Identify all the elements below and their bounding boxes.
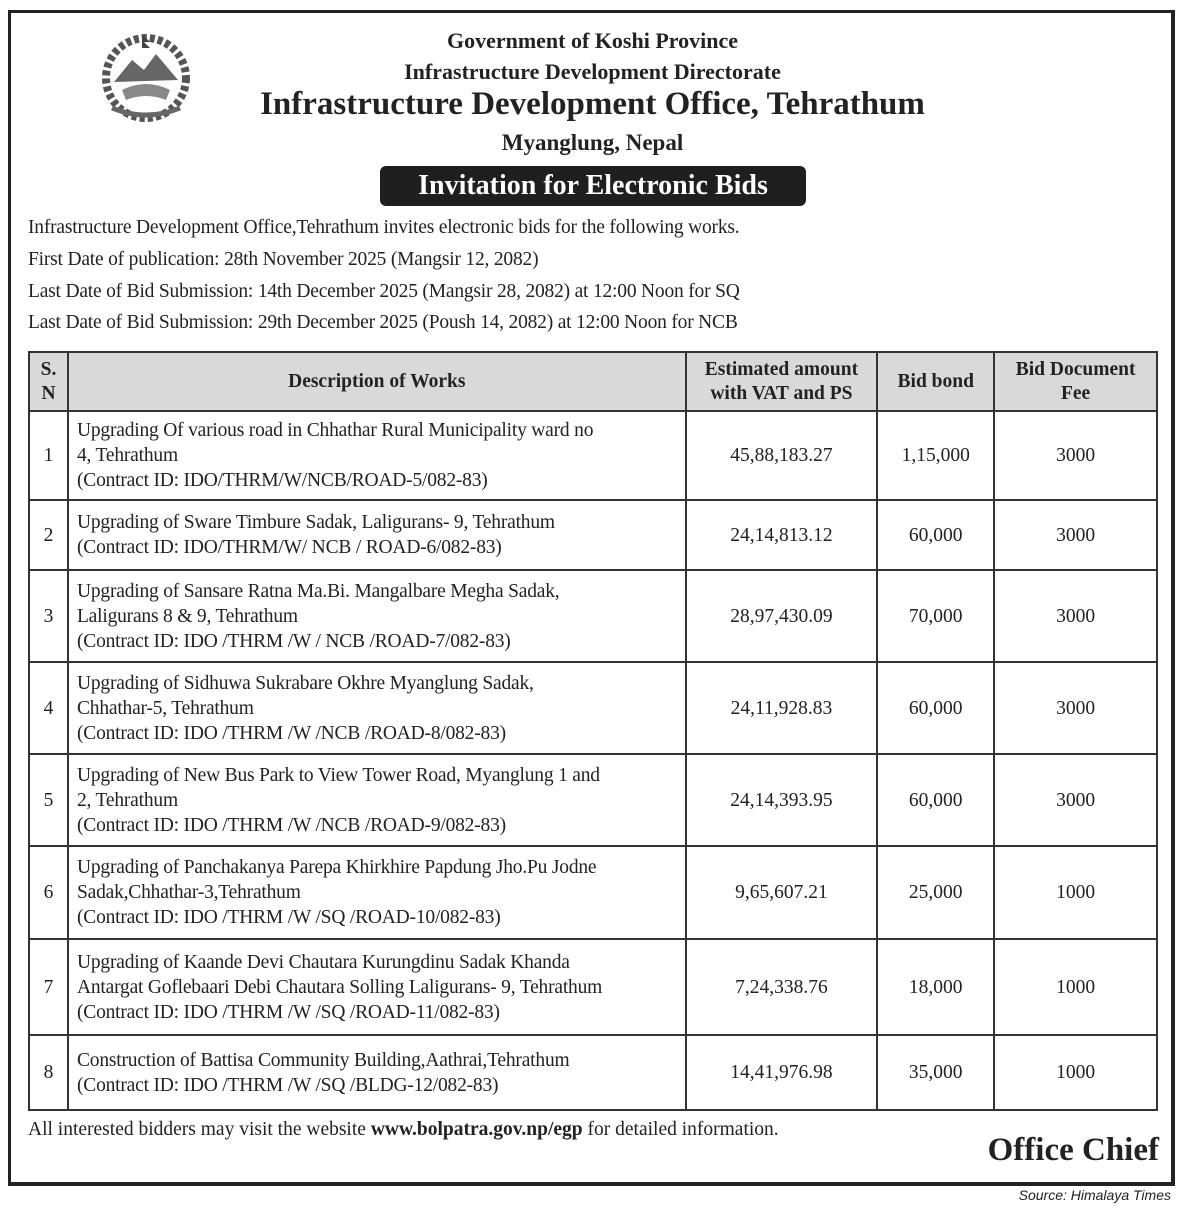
- cell-document-fee: 3000: [994, 662, 1157, 754]
- table-row: [29, 1035, 1157, 1110]
- works-table: [28, 351, 1158, 1111]
- cell-estimated-amount: 7,24,338.76: [686, 939, 878, 1035]
- cell-description: [68, 411, 686, 500]
- cell-description: [68, 1035, 686, 1110]
- description-line: Construction of Battisa Community Building,Aathrai,Tehrathum: [76, 1049, 570, 1071]
- cell-bid-bond: 35,000: [877, 1035, 994, 1110]
- cell-document-fee: 1000: [994, 1035, 1157, 1110]
- table-row: [29, 754, 1157, 846]
- cell-estimated-amount: 24,14,813.12: [686, 500, 878, 570]
- table-row: [29, 846, 1157, 939]
- nepal-emblem-icon: [92, 30, 200, 122]
- description-line: Upgrading of Kaande Devi Chautara Kurungdinu Sadak Khanda: [76, 951, 570, 973]
- cell-description: [68, 570, 686, 662]
- cell-document-fee: 3000: [994, 411, 1157, 500]
- cell-description: [68, 754, 686, 846]
- notice-title: Invitation for Electronic Bids: [380, 166, 806, 206]
- cell-sn: 5: [29, 754, 68, 846]
- description-line: (Contract ID: IDO /THRM /W / NCB /ROAD-7/082-83): [76, 630, 511, 652]
- description-line: (Contract ID: IDO /THRM /W /NCB /ROAD-9/082-83): [76, 814, 506, 836]
- description-line: Upgrading of Sware Timbure Sadak, Laligurans- 9, Tehrathum: [76, 512, 555, 533]
- cell-sn: 3: [29, 570, 68, 662]
- cell-bid-bond: 60,000: [877, 662, 994, 754]
- cell-sn: 1: [29, 411, 68, 500]
- table-row: [29, 570, 1157, 662]
- table-row: [29, 939, 1157, 1035]
- table-row: [29, 662, 1157, 754]
- government-name: Government of Koshi Province: [446, 28, 739, 53]
- cell-document-fee: 1000: [994, 939, 1157, 1035]
- cell-document-fee: 3000: [994, 754, 1157, 846]
- cell-estimated-amount: 28,97,430.09: [686, 570, 878, 662]
- description-line: Upgrading of Sidhuwa Sukrabare Okhre Myanglung Sadak,: [76, 672, 534, 694]
- source-credit: Source: Himalaya Times: [1018, 1187, 1171, 1203]
- cell-description: [68, 662, 686, 754]
- intro-text: Infrastructure Development Office,Tehrathum invites electronic bids for the following works.: [28, 217, 740, 238]
- sq-deadline: Last Date of Bid Submission: 14th December 2025 (Mangsir 28, 2082) at 12:00 Noon for SQ: [28, 281, 740, 302]
- description-line: Upgrading of Sansare Ratna Ma.Bi. Mangalbare Megha Sadak,: [76, 580, 560, 602]
- cell-document-fee: 1000: [994, 846, 1157, 939]
- description-line: (Contract ID: IDO /THRM /W /SQ /ROAD-11/082-83): [76, 1001, 500, 1023]
- description-line: (Contract ID: IDO /THRM /W /SQ /BLDG-12/082-83): [76, 1074, 499, 1096]
- bolpatra-link[interactable]: www.bolpatra.gov.np/egp: [370, 1119, 583, 1140]
- cell-document-fee: 3000: [994, 500, 1157, 570]
- description-line: Chhathar-5, Tehrathum: [76, 697, 254, 719]
- header-estimated: Estimated amount with VAT and PS: [686, 352, 878, 411]
- description-line: Upgrading Of various road in Chhathar Rural Municipality ward no: [76, 420, 594, 441]
- cell-sn: 8: [29, 1035, 68, 1110]
- cell-bid-bond: 60,000: [877, 500, 994, 570]
- footer-post: for detailed information.: [582, 1119, 779, 1140]
- header-description: Description of Works: [68, 352, 686, 411]
- cell-estimated-amount: 24,14,393.95: [686, 754, 878, 846]
- table-row: [29, 500, 1157, 570]
- cell-sn: 2: [29, 500, 68, 570]
- description-line: (Contract ID: IDO/THRM/W/ NCB / ROAD-6/082-83): [76, 537, 502, 558]
- cell-sn: 6: [29, 846, 68, 939]
- header-fee: Bid Document Fee: [994, 352, 1157, 411]
- description-line: Laligurans 8 & 9, Tehrathum: [76, 605, 298, 627]
- directorate-name: Infrastructure Development Directorate: [404, 59, 781, 84]
- table-row: [29, 411, 1157, 500]
- signature-office-chief: Office Chief: [987, 1132, 1159, 1168]
- cell-estimated-amount: 45,88,183.27: [686, 411, 878, 500]
- cell-estimated-amount: 9,65,607.21: [686, 846, 878, 939]
- footer-note: [28, 1119, 779, 1141]
- cell-estimated-amount: 14,41,976.98: [686, 1035, 878, 1110]
- description-line: (Contract ID: IDO/THRM/W/NCB/ROAD-5/082-83): [76, 470, 488, 491]
- cell-bid-bond: 1,15,000: [877, 411, 994, 500]
- cell-sn: 4: [29, 662, 68, 754]
- description-line: Sadak,Chhathar-3,Tehrathum: [76, 882, 301, 903]
- cell-estimated-amount: 24,11,928.83: [686, 662, 878, 754]
- description-line: (Contract ID: IDO /THRM /W /SQ /ROAD-10/082-83): [76, 907, 501, 928]
- description-line: Antargat Goflebaari Debi Chautara Solling Laligurans- 9, Tehrathum: [76, 976, 603, 998]
- description-line: Upgrading of New Bus Park to View Tower Road, Myanglung 1 and: [76, 764, 600, 786]
- ncb-deadline: Last Date of Bid Submission: 29th December 2025 (Poush 14, 2082) at 12:00 Noon for NCB: [28, 312, 738, 333]
- cell-bid-bond: 25,000: [877, 846, 994, 939]
- description-line: (Contract ID: IDO /THRM /W /NCB /ROAD-8/082-83): [76, 722, 506, 744]
- header-sn: S. N: [29, 352, 68, 411]
- table-header: [29, 352, 1157, 411]
- cell-bid-bond: 60,000: [877, 754, 994, 846]
- cell-description: [68, 939, 686, 1035]
- publication-date: First Date of publication: 28th November 2025 (Mangsir 12, 2082): [28, 249, 539, 270]
- cell-description: [68, 846, 686, 939]
- cell-description: [68, 500, 686, 570]
- description-line: 2, Tehrathum: [76, 789, 178, 811]
- cell-document-fee: 3000: [994, 570, 1157, 662]
- cell-bid-bond: 70,000: [877, 570, 994, 662]
- office-location: Myanglung, Nepal: [501, 130, 684, 155]
- office-name: Infrastructure Development Office, Tehrathum: [260, 86, 925, 122]
- description-line: 4, Tehrathum: [76, 445, 178, 466]
- cell-bid-bond: 18,000: [877, 939, 994, 1035]
- footer-pre: All interested bidders may visit the website: [28, 1119, 371, 1140]
- description-line: Upgrading of Panchakanya Parepa Khirkhire Papdung Jho.Pu Jodne: [76, 857, 597, 878]
- header-bid-bond: Bid bond: [877, 352, 994, 411]
- cell-sn: 7: [29, 939, 68, 1035]
